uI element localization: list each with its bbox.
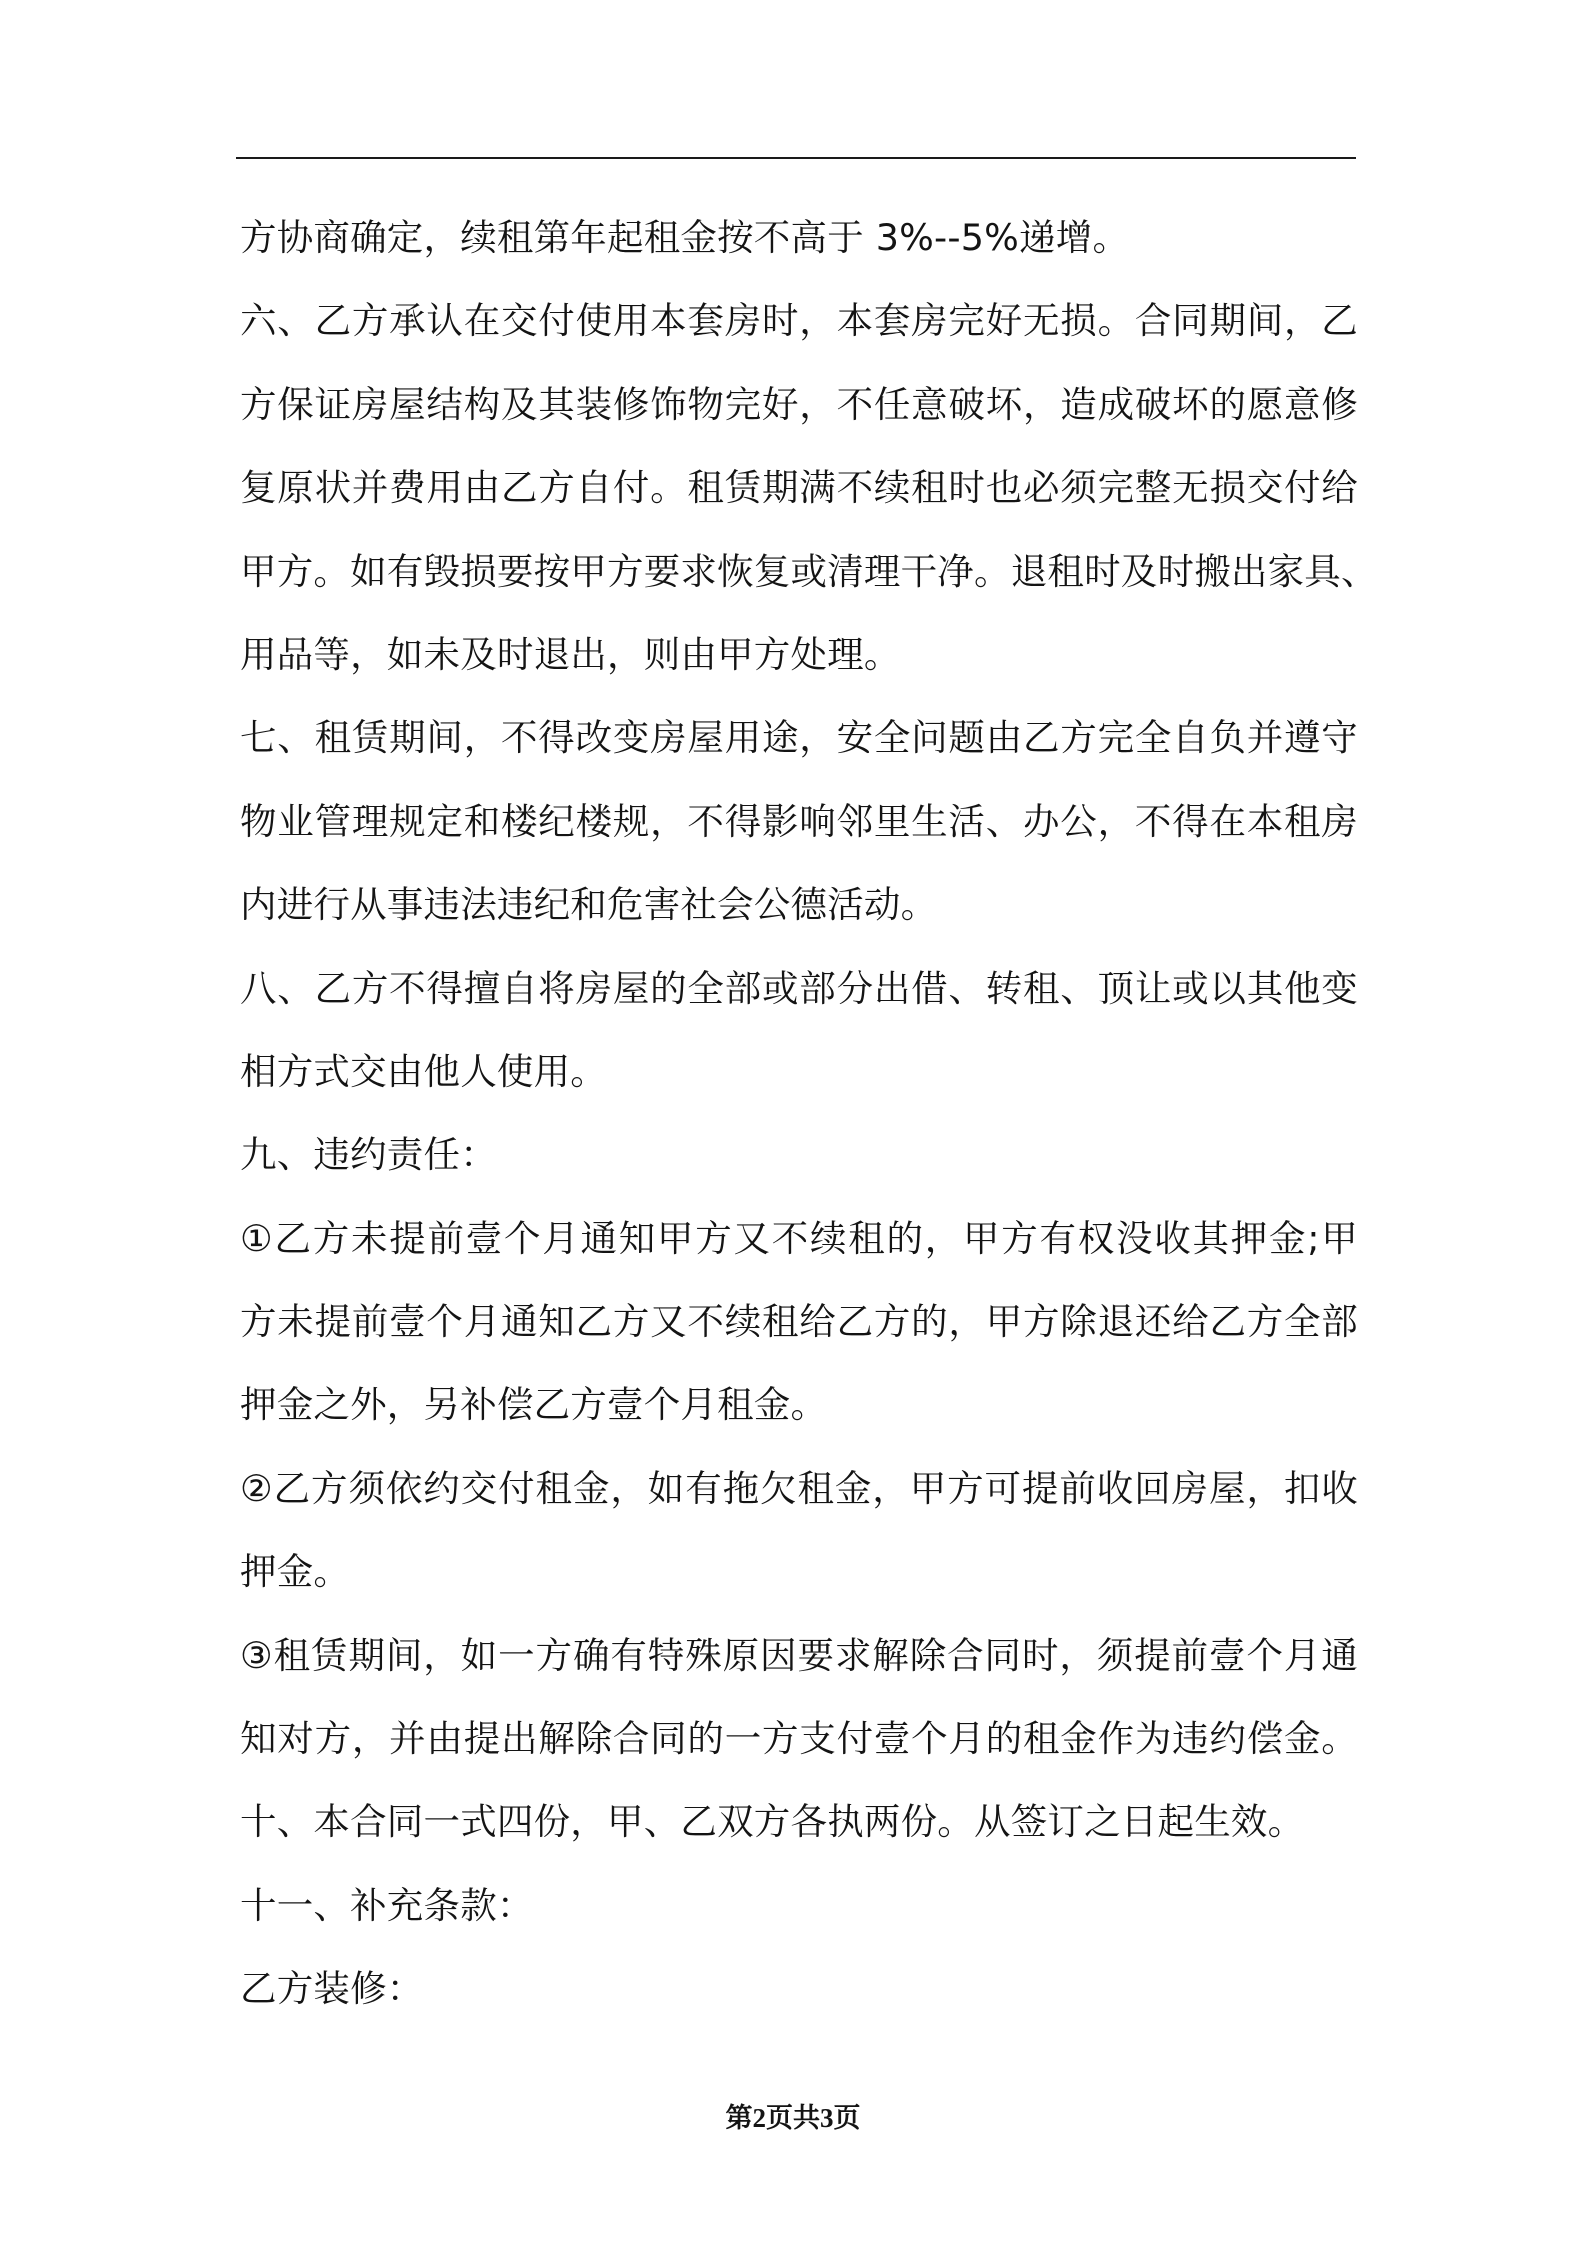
text-line: 十一、补充条款： bbox=[240, 1883, 534, 1927]
text-line: 十、本合同一式四份，甲、乙双方各执两份。从签订之日起生效。 bbox=[240, 1800, 1305, 1844]
text-line: 物业管理规定和楼纪楼规，不得影响邻里生活、办公，不得在本租房 bbox=[240, 799, 1358, 843]
text-line: ①乙方未提前壹个月通知甲方又不续租的，甲方有权没收其押金;甲 bbox=[240, 1216, 1358, 1260]
text-line: 内进行从事违法违纪和危害社会公德活动。 bbox=[240, 883, 938, 927]
text-line: 相方式交由他人使用。 bbox=[240, 1049, 607, 1093]
text-line: 复原状并费用由乙方自付。租赁期满不续租时也必须完整无损交付给 bbox=[240, 466, 1358, 510]
text-line: 九、违约责任： bbox=[240, 1133, 497, 1177]
text-line: ②乙方须依约交付租金，如有拖欠租金，甲方可提前收回房屋，扣收 bbox=[240, 1466, 1358, 1510]
text-line: 乙方装修： bbox=[240, 1967, 424, 2011]
text-line: 甲方。如有毁损要按甲方要求恢复或清理干净。退租时及时搬出家具、 bbox=[240, 549, 1378, 593]
text-line: 方未提前壹个月通知乙方又不续租给乙方的，甲方除退还给乙方全部 bbox=[240, 1300, 1358, 1344]
text-line: 方保证房屋结构及其装修饰物完好，不任意破坏，造成破坏的愿意修 bbox=[240, 382, 1358, 426]
header-rule bbox=[236, 157, 1356, 159]
contract-body bbox=[240, 196, 1378, 2031]
text-line: 押金之外，另补偿乙方壹个月租金。 bbox=[240, 1383, 828, 1427]
text-line: ③租赁期间，如一方确有特殊原因要求解除合同时，须提前壹个月通 bbox=[240, 1633, 1358, 1677]
page-number-footer: 第2页共3页 bbox=[725, 2103, 861, 2133]
text-line: 知对方，并由提出解除合同的一方支付壹个月的租金作为违约偿金。 bbox=[240, 1717, 1358, 1761]
text-line: 用品等，如未及时退出，则由甲方处理。 bbox=[240, 632, 901, 676]
text-line: 六、乙方承认在交付使用本套房时，本套房完好无损。合同期间，乙 bbox=[240, 299, 1358, 343]
text-line: 七、租赁期间，不得改变房屋用途，安全问题由乙方完全自负并遵守 bbox=[240, 716, 1358, 760]
text-line: 方协商确定，续租第年起租金按不高于 3%--5%递增。 bbox=[240, 216, 1130, 259]
text-line: 押金。 bbox=[240, 1550, 351, 1594]
text-line: 八、乙方不得擅自将房屋的全部或部分出借、转租、顶让或以其他变 bbox=[240, 966, 1358, 1010]
